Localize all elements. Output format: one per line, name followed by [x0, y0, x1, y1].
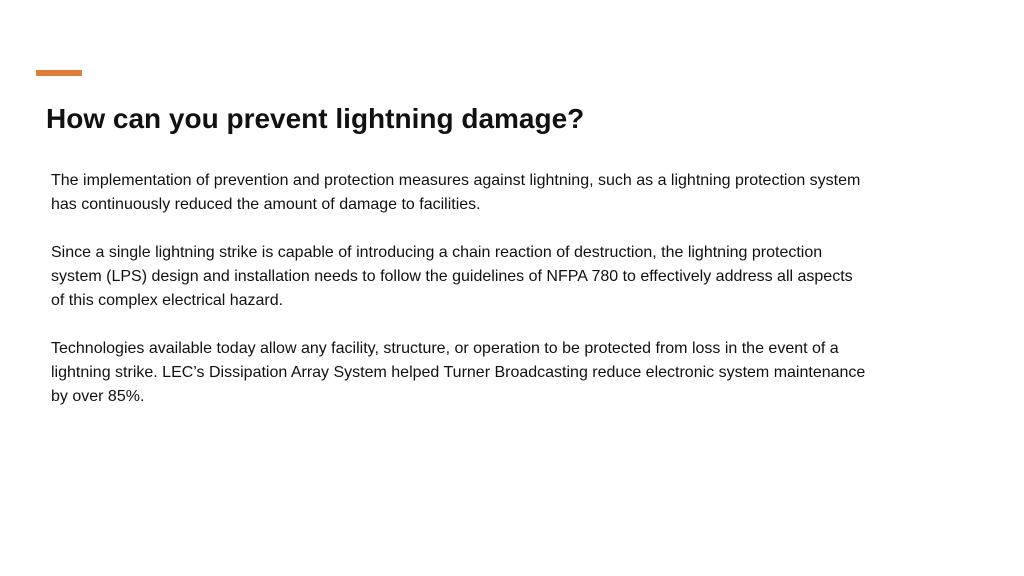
body-paragraph-3: Technologies available today allow any facility, structure, or operation to be protected from loss in the event of a lightning strike. LEC’s Dissipation Array System helped Turner Broadcasting reduce electronic system maintenance by over 85%. — [51, 340, 866, 405]
slide-body — [51, 169, 866, 409]
slide-title: How can you prevent lightning damage? — [46, 103, 585, 134]
body-paragraph-1: The implementation of prevention and protection measures against lightning, such as a lightning protection system has continuously reduced the amount of damage to facilities. — [51, 172, 861, 213]
accent-bar — [36, 70, 82, 76]
body-paragraph-2: Since a single lightning strike is capable of introducing a chain reaction of destruction, the lightning protection system (LPS) design and installation needs to follow the guidelines of NFPA 780 to effectively address all aspects of this complex electrical hazard. — [51, 244, 853, 309]
